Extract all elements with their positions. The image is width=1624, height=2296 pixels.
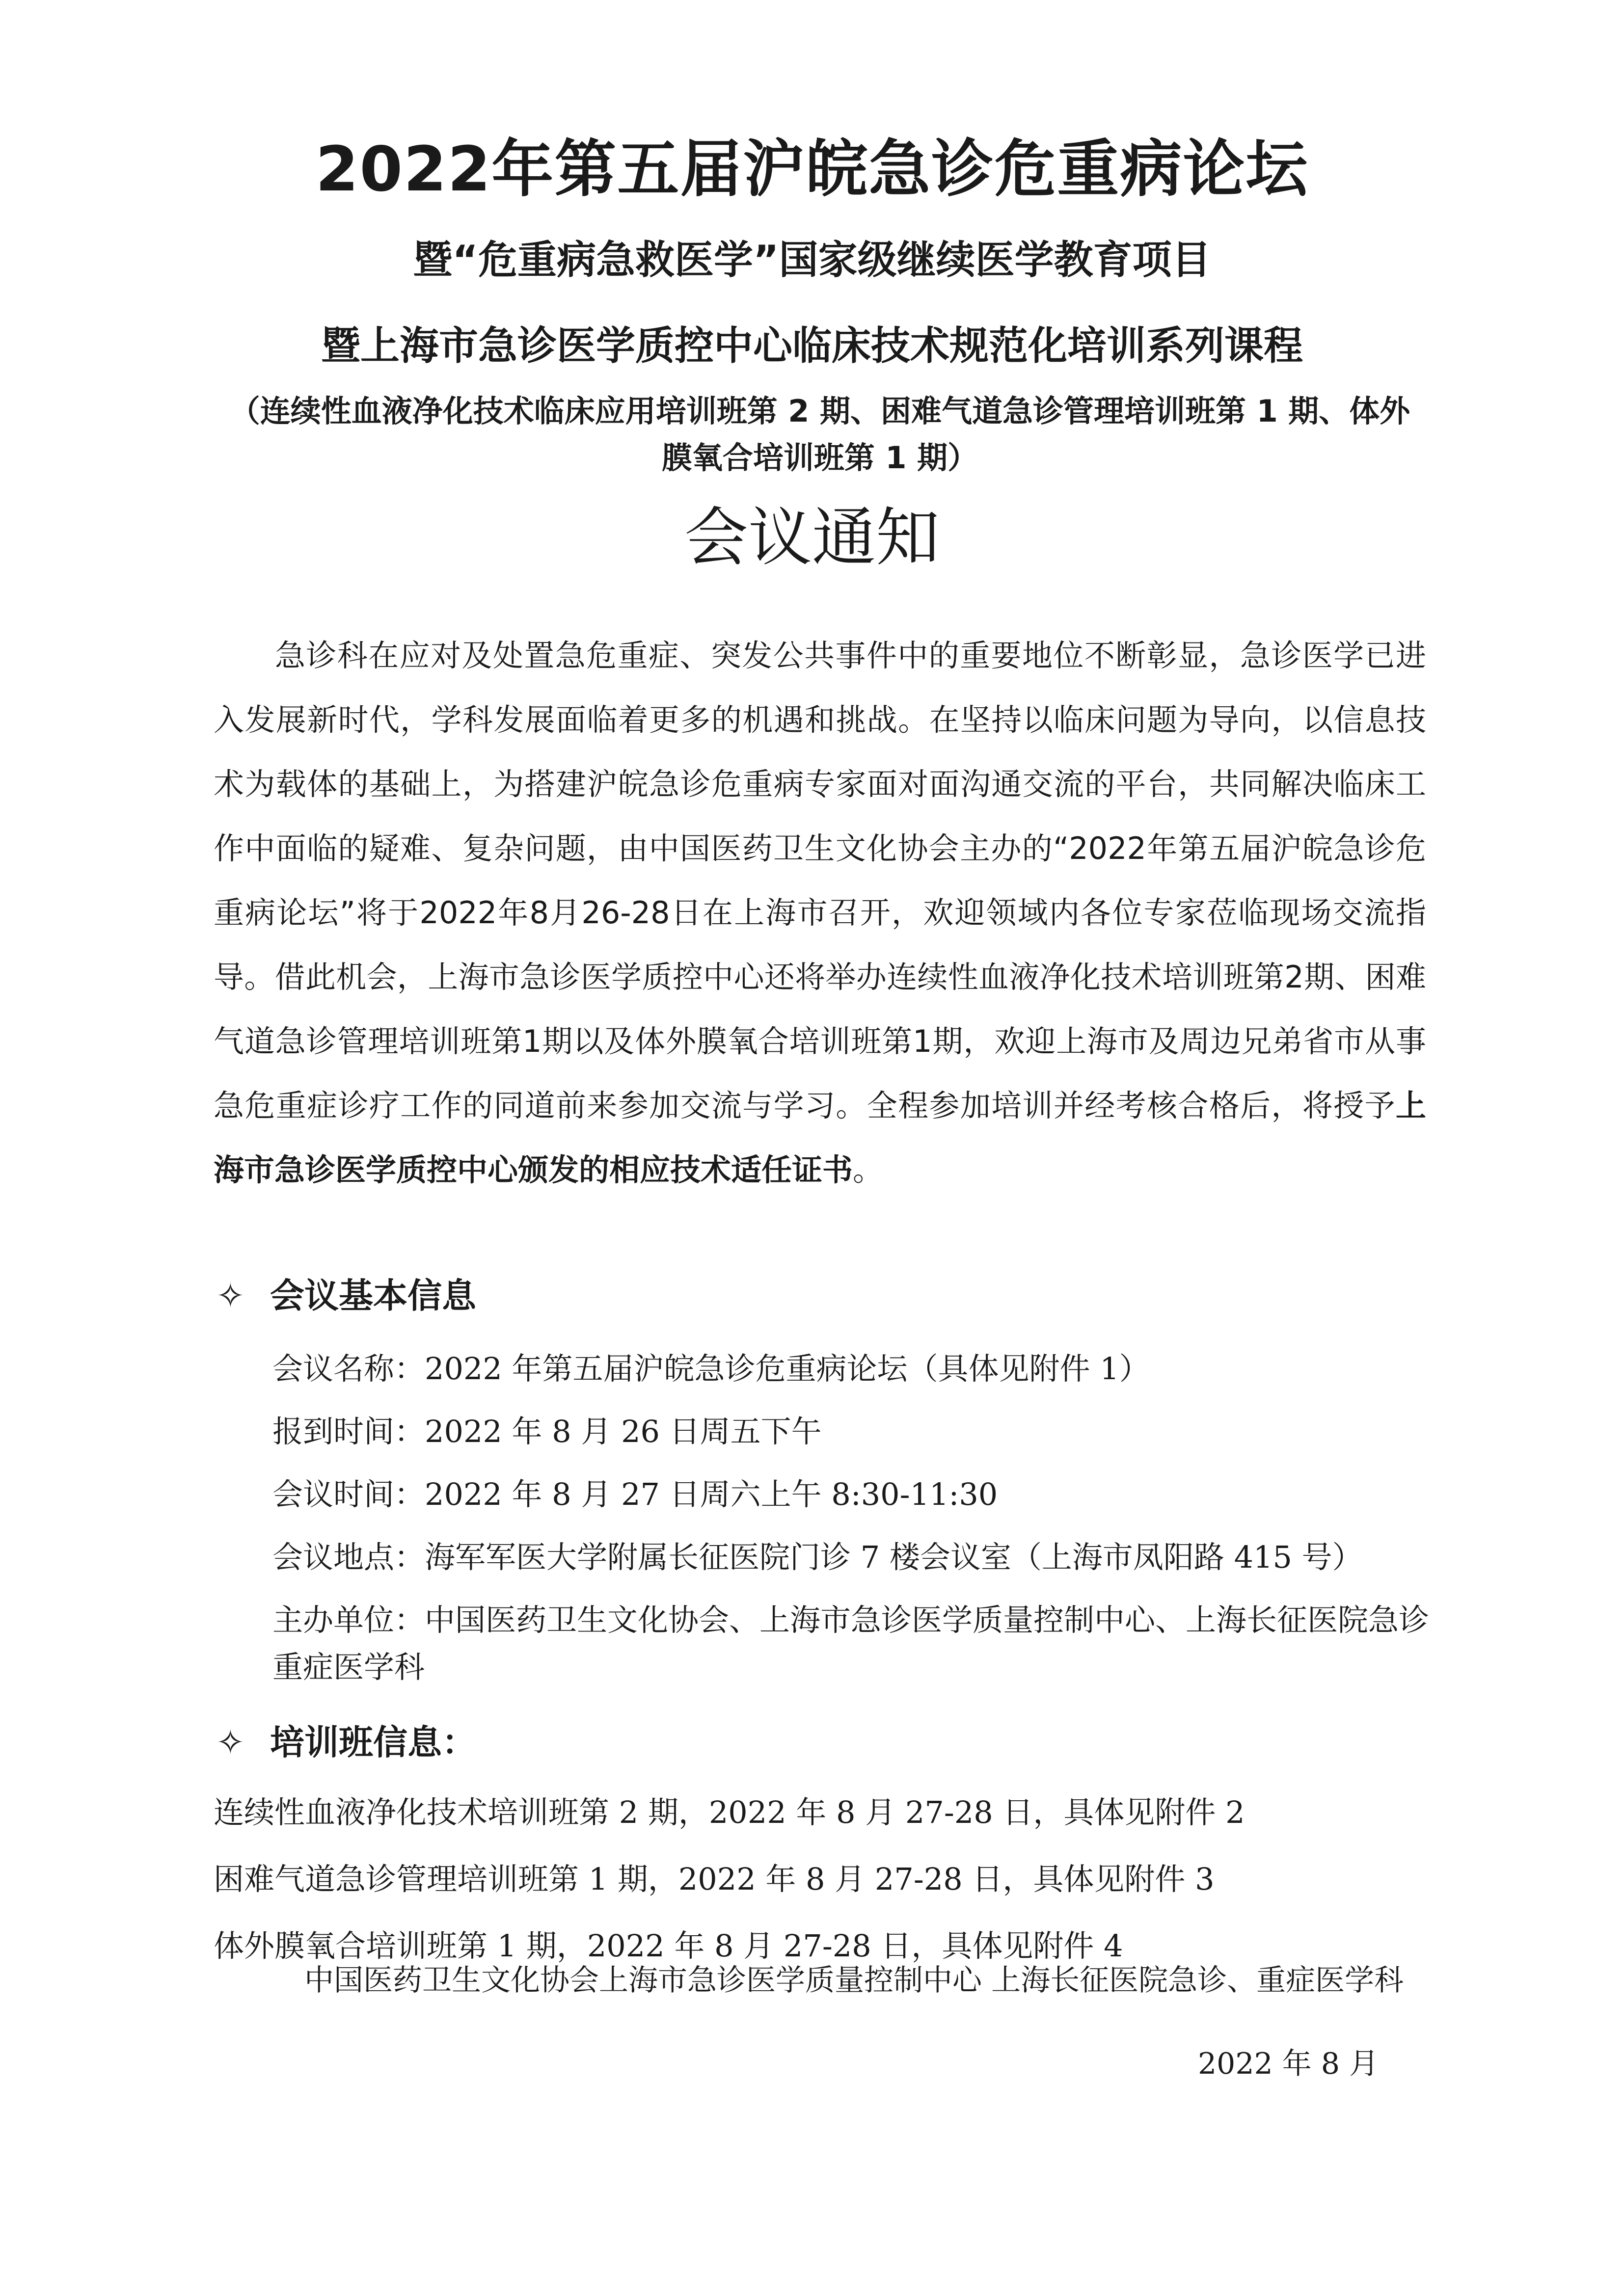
info-organizers: 主办单位：中国医药卫生文化协会、上海市急诊医学质量控制中心、上海长征医院急诊重症医学科 bbox=[272, 1602, 1430, 1685]
info-meeting-location: 会议地点：海军军医大学附属长征医院门诊 7 楼会议室（上海市凤阳路 415 号） bbox=[272, 1539, 1363, 1575]
footer-organizers: 中国医药卫生文化协会上海市急诊医学质量控制中心 上海长征医院急诊、重症医学科 bbox=[304, 1963, 1404, 1998]
training-item: 连续性血液净化技术培训班第 2 期，2022 年 8 月 27-28 日，具体见附件 2 bbox=[214, 1794, 1245, 1830]
training-list bbox=[214, 1779, 1426, 1979]
section-basic-info-heading bbox=[216, 1271, 476, 1320]
subtitle-training-series: 暨上海市急诊医学质控中心临床技术规范化培训系列课程 bbox=[321, 323, 1303, 369]
training-item: 困难气道急诊管理培训班第 1 期，2022 年 8 月 27-28 日，具体见附件 3 bbox=[214, 1861, 1215, 1897]
subtitle-cme-project: 暨“危重病急救医学”国家级继续医学教育项目 bbox=[413, 237, 1211, 283]
section-training-heading bbox=[216, 1718, 476, 1767]
intro-paragraph bbox=[214, 623, 1426, 1202]
intro-certificate-emphasis: 上海市急诊医学质控中心颁发的相应技术适任证书 bbox=[214, 1088, 1426, 1188]
info-meeting-time: 会议时间：2022 年 8 月 27 日周六上午 8:30-11:30 bbox=[272, 1476, 998, 1512]
diamond-bullet-icon: ✧ bbox=[216, 1722, 245, 1762]
diamond-bullet-icon: ✧ bbox=[216, 1276, 245, 1316]
subtitle-course-list: （连续性血液净化技术临床应用培训班第 2 期、困难气道急诊管理培训班第 1 期、体外膜氧合培训班第 1 期） bbox=[229, 393, 1410, 476]
section-basic-info-title: 会议基本信息 bbox=[270, 1276, 476, 1316]
footer-date: 2022 年 8 月 bbox=[1198, 2047, 1379, 2081]
info-meeting-name: 会议名称：2022 年第五届沪皖急诊危重病论坛（具体见附件 1） bbox=[272, 1351, 1150, 1387]
info-checkin-time: 报到时间：2022 年 8 月 26 日周五下午 bbox=[272, 1414, 822, 1449]
intro-text: 急诊科在应对及处置急危重症、突发公共事件中的重要地位不断彰显，急诊医学已进入发展新时代，学科发展面临着更多的机遇和挑战。在坚持以临床问题为导向，以信息技术为载体的基础上，为搭建沪皖急诊危重病专家面对面沟通交流的平台，共同解决临床工作中面临的疑难、复杂问题，由中国医药卫生文化协会主办的“2022年第五届沪皖急诊危重病论坛”将于2022年8月26-28日在上海市召开，欢迎领域内各位专家莅临现场交流指导。借此机会，上海市急诊医学质控中心还将举办连续性血液净化技术培训班第2期、困难气道急诊管理培训班第1期以及体外膜氧合培训班第1期，欢迎上海市及周边兄弟省市从事急危重症诊疗工作的同道前来参加交流与学习。全程参加培训并经考核合格后，将授予 bbox=[214, 638, 1426, 1123]
training-item: 体外膜氧合培训班第 1 期，2022 年 8 月 27-28 日，具体见附件 4 bbox=[214, 1928, 1123, 1964]
intro-end: 。 bbox=[853, 1152, 884, 1188]
main-title: 2022年第五届沪皖急诊危重病论坛 bbox=[315, 133, 1309, 205]
notice-title: 会议通知 bbox=[684, 500, 940, 575]
section-training-title: 培训班信息： bbox=[270, 1722, 476, 1762]
basic-info-list bbox=[272, 1337, 1431, 1691]
